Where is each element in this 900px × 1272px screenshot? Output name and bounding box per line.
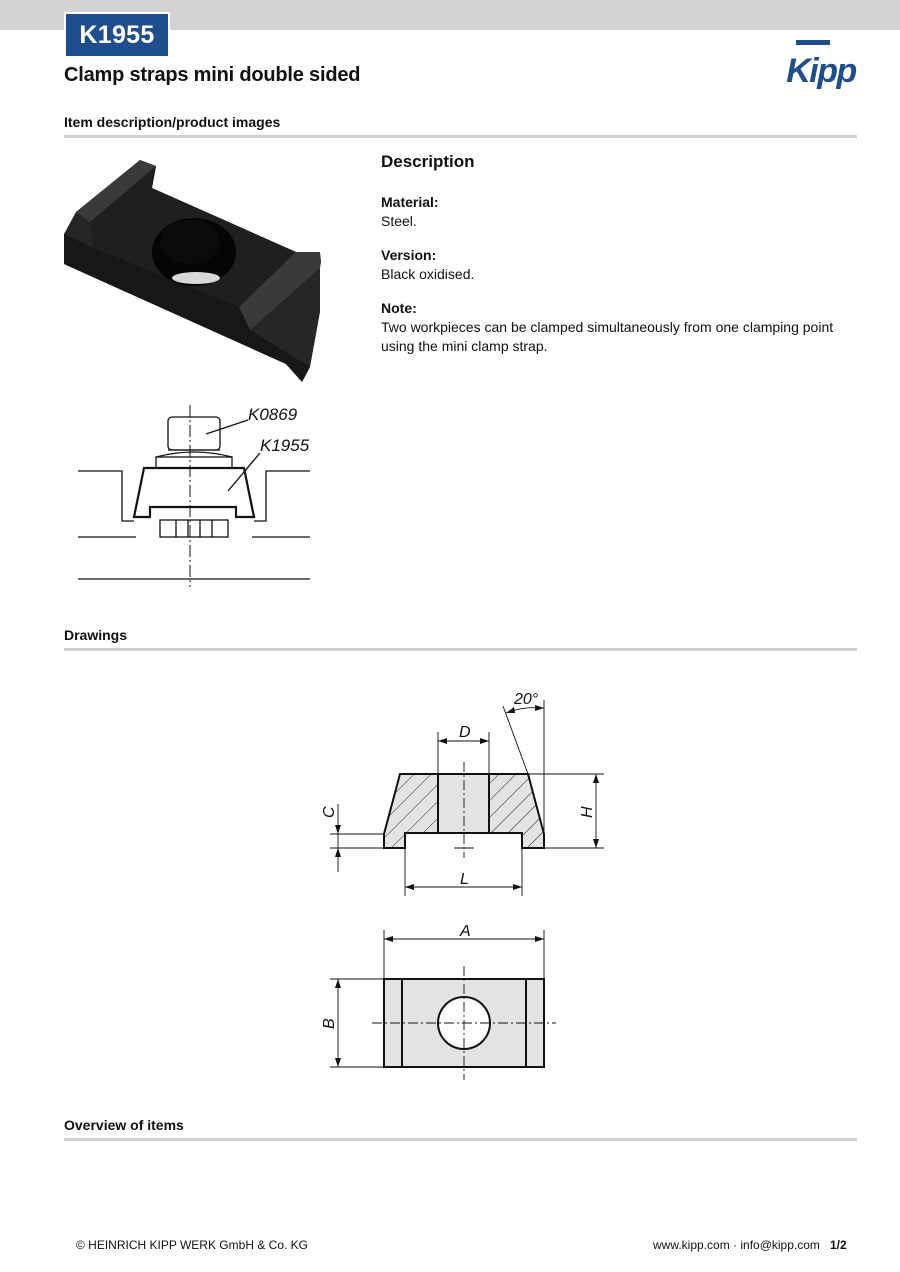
note-value: Two workpieces can be clamped simultaneously from one clamping point using the mini clamp strap. (381, 319, 834, 354)
material-label: Material: (381, 194, 439, 210)
note-label: Note: (381, 300, 417, 316)
dim-c-label: C (321, 806, 338, 818)
product-code-badge (64, 12, 170, 58)
angle-label: 20° (514, 691, 539, 708)
section-rule (64, 1138, 857, 1141)
section-heading-overview: Overview of items (64, 1117, 184, 1133)
dim-b-label: B (321, 1018, 338, 1029)
description-panel (381, 152, 857, 371)
version-label: Version: (381, 247, 437, 263)
label-k0869: K0869 (248, 405, 298, 424)
page-title: Clamp straps mini double sided (64, 64, 361, 86)
kipp-logo-text: Kipp (786, 52, 856, 90)
section-heading-drawings: Drawings (64, 627, 128, 643)
footer-copyright: © HEINRICH KIPP WERK GmbH & Co. KG (76, 1238, 308, 1252)
application-drawing (64, 387, 324, 603)
kipp-logo (784, 38, 858, 92)
dim-d-label: D (459, 724, 471, 741)
dim-l-label: L (460, 871, 469, 888)
section-rule (64, 648, 857, 651)
version-value: Black oxidised. (381, 266, 475, 282)
dim-h-label: H (579, 806, 596, 818)
technical-drawing (300, 680, 620, 1080)
product-code: K1955 (66, 14, 168, 56)
label-k1955: K1955 (260, 436, 310, 455)
footer-page-number: 1/2 (830, 1238, 847, 1252)
material-value: Steel. (381, 213, 417, 229)
dim-a-label: A (460, 923, 471, 940)
description-heading: Description (381, 152, 475, 171)
product-photo (64, 152, 324, 384)
footer-contact[interactable]: www.kipp.com · info@kipp.com (653, 1238, 820, 1252)
section-heading-item-description: Item description/product images (64, 114, 281, 130)
section-rule (64, 135, 857, 138)
